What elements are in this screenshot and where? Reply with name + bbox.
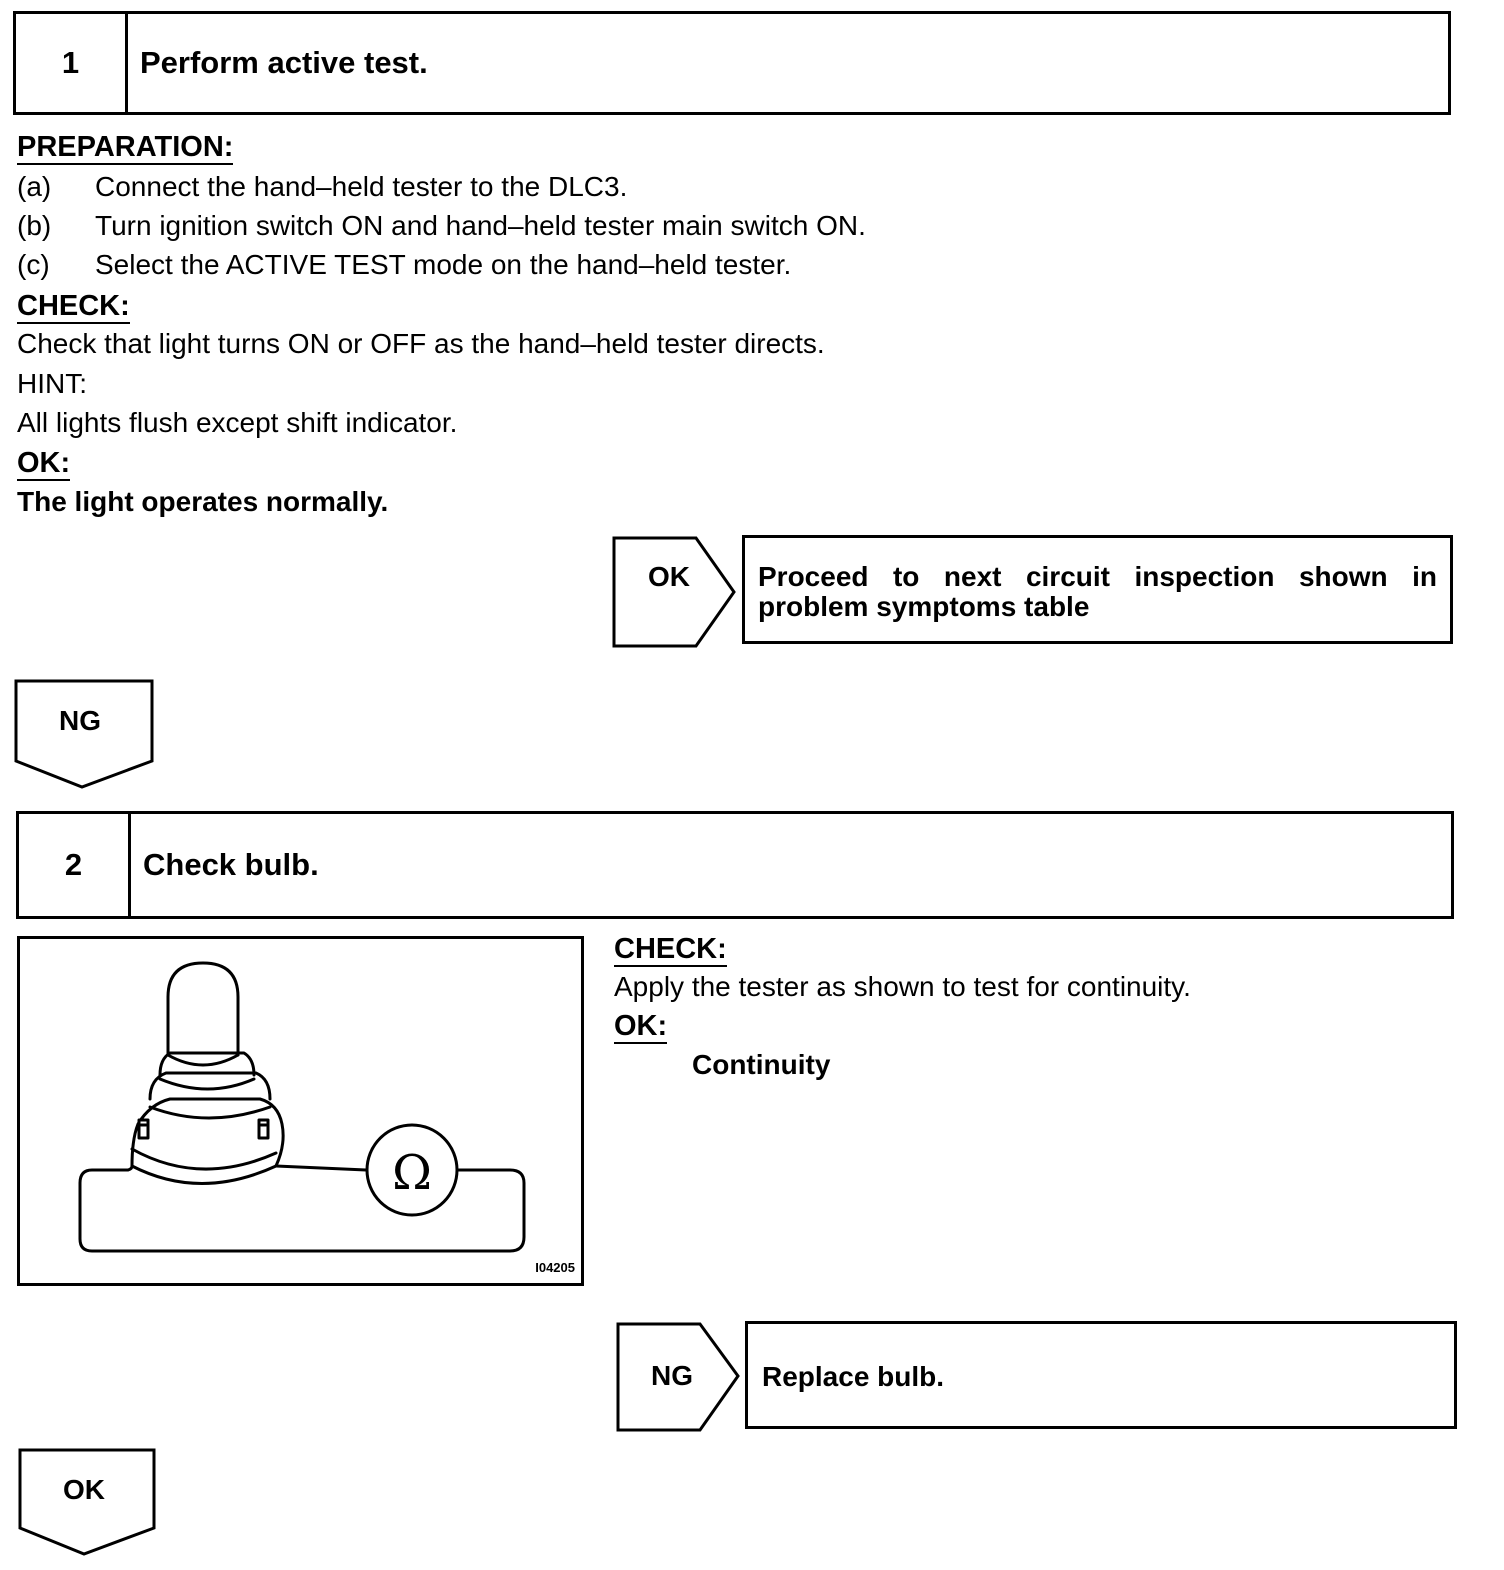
ok-branch-label-1: OK: [648, 561, 690, 592]
step-1-number: 1: [16, 14, 128, 112]
step-1-header: [13, 11, 1451, 115]
ok-text-2: Continuity: [692, 1049, 831, 1080]
check-heading-2: CHECK:: [614, 933, 727, 965]
preparation-item-c-marker: (c): [17, 249, 50, 280]
bulb-ohmmeter-illustration: [20, 939, 581, 1283]
bulb-continuity-figure: [17, 936, 584, 1286]
step-1-title: Perform active test.: [140, 45, 428, 80]
ng-branch-label-2: NG: [651, 1360, 693, 1391]
step-2-header: [16, 811, 1454, 919]
ok-heading-2: OK:: [614, 1010, 668, 1042]
preparation-item-a-text: Connect the hand–held tester to the DLC3.: [95, 171, 628, 202]
ng-branch-result-2: [745, 1321, 1457, 1429]
ohm-symbol: Ω: [392, 1145, 432, 1201]
step-2-title: Check bulb.: [143, 847, 319, 882]
preparation-item-b-marker: (b): [17, 210, 52, 241]
ok-flow-label-2: OK: [63, 1474, 105, 1505]
preparation-item-c: [17, 249, 791, 281]
check-heading-1: CHECK:: [17, 290, 130, 322]
preparation-item-a-marker: (a): [17, 171, 52, 202]
hint-label: HINT:: [17, 368, 87, 399]
ng-flow-label-1: NG: [59, 705, 101, 736]
hint-text: All lights flush except shift indicator.: [17, 407, 458, 438]
ok-text-1: The light operates normally.: [17, 486, 389, 517]
preparation-item-a: [17, 171, 627, 203]
ok-branch-result-1-text: Proceed to next circuit inspection shown in problem symptoms table: [758, 561, 1437, 622]
check-text-2: Apply the tester as shown to test for continuity.: [614, 971, 1191, 1002]
preparation-heading: PREPARATION:: [17, 131, 234, 163]
ok-branch-result-1: [742, 535, 1453, 644]
ng-branch-result-2-text: Replace bulb.: [762, 1361, 945, 1392]
ok-heading-1: OK:: [17, 447, 71, 479]
preparation-item-c-text: Select the ACTIVE TEST mode on the hand–held tester.: [95, 249, 792, 280]
figure-code: I04205: [535, 1260, 575, 1275]
step-2-number: 2: [19, 814, 131, 916]
preparation-item-b: [17, 210, 866, 242]
preparation-item-b-text: Turn ignition switch ON and hand–held tester main switch ON.: [95, 210, 866, 241]
check-text-1: Check that light turns ON or OFF as the hand–held tester directs.: [17, 328, 825, 359]
